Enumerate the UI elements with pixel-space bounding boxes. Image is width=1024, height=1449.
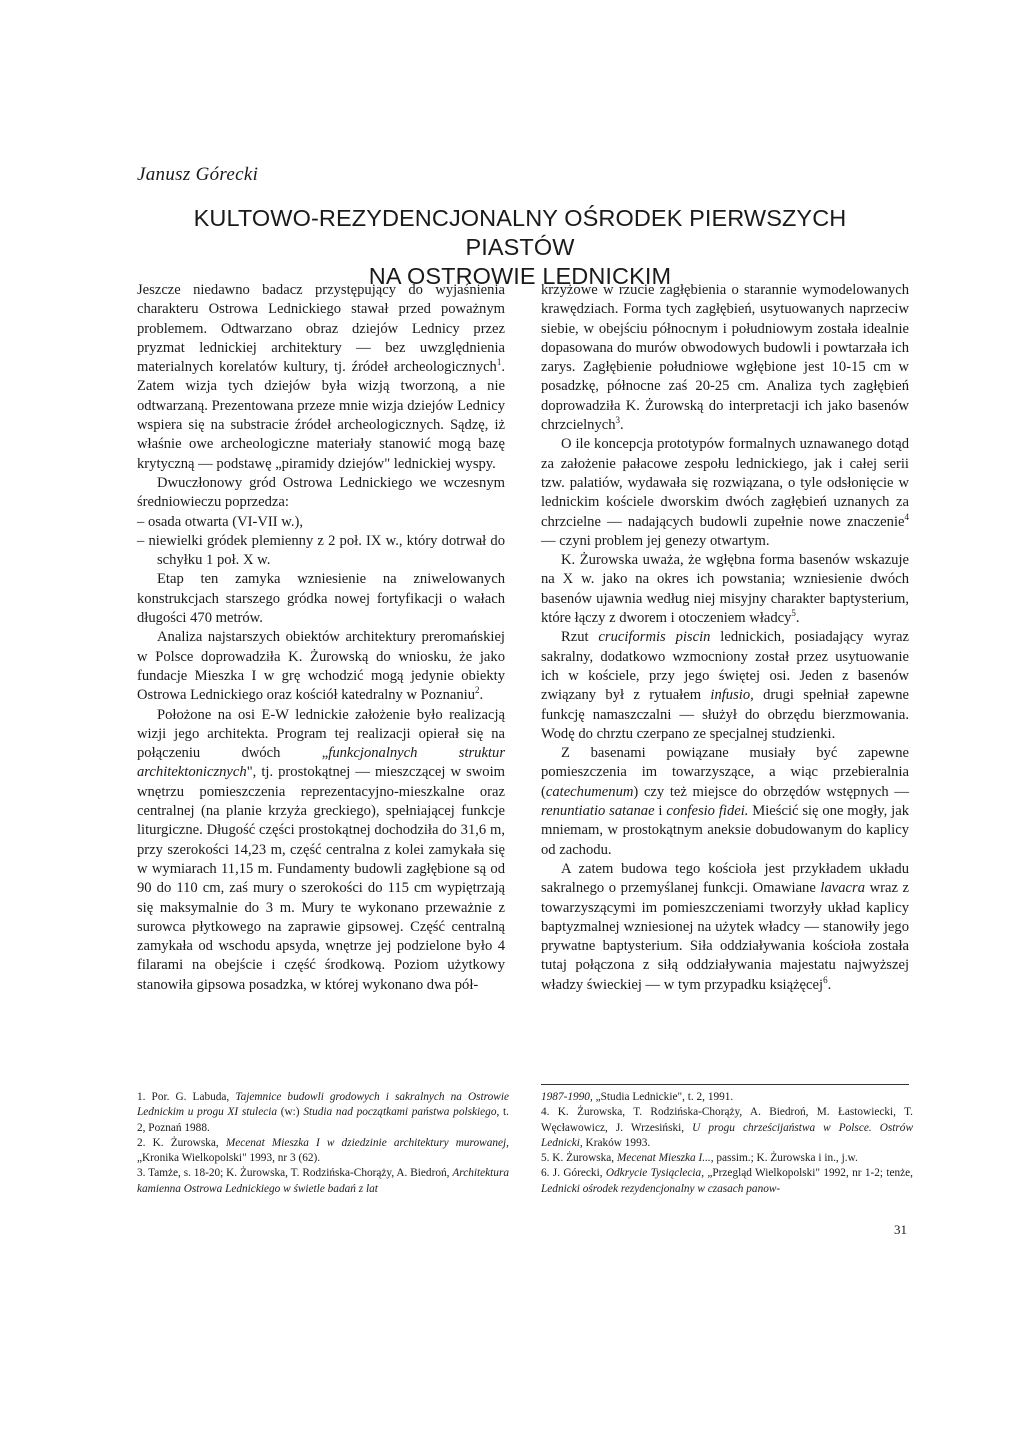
text-run: 4. K. Żurowska, T. Rodzińska-Chorąży, A. Biedroń, M. Łastowiecki, T. Węcławowicz, J. Wrzesiński, (541, 1106, 913, 1134)
emphasis: Mecenat Mieszka I..., (616, 1152, 714, 1165)
text-run: krzyżowe w rzucie zagłębienia o starannie wymodelowanych krawędziach. Forma tych zagłębień, usytuowanych naprzeciw siebie, w obejściu północnym i południowym została idealnie dopasowana do murów obwodowych budowli i powtarzała ich zarys. Zagłębienie południowe wgłębione jest 10-15 cm w posadzkę, północne zaś 20-25 cm. Analiza tych zagłębień doprowadziła K. Żurowską do interpretacji ich jako basenów chrzcielnych (541, 282, 909, 434)
paragraph (541, 551, 909, 628)
left-text-column (137, 281, 505, 995)
footnote-4 (541, 1105, 913, 1151)
text-run: A zatem budowa tego kościoła jest przykładem układu sakralnego o przemyślanej funkcji. Omawiane (541, 860, 909, 897)
footnote-6 (541, 1166, 913, 1197)
text-run: . (795, 610, 800, 627)
emphasis: Lednicki ośrodek rezydencjonalny w czasach panow- (541, 1182, 781, 1195)
footnote-ref-5: 5 (791, 608, 796, 619)
footnote-ref-1: 1 (496, 357, 502, 368)
right-text-column (541, 281, 909, 995)
text-run: passim.; K. Żurowska i in., j.w. (713, 1152, 858, 1165)
text-run: ) czy też miejsce do obrzędów wstępnych — (633, 783, 909, 800)
title-line-2: NA OSTROWIE LEDNICKIM (368, 263, 672, 289)
text-run: „Kronika Wielkopolski" 1993, nr 3 (62). (137, 1152, 321, 1165)
footnote-3 (137, 1166, 509, 1197)
author-name: Janusz Górecki (137, 164, 259, 185)
paragraph (541, 281, 909, 435)
paragraph: Dwuczłonowy gród Ostrowa Lednickiego we wczesnym średniowieczu poprzedza: (137, 474, 505, 511)
emphasis: confesio fidei. (666, 803, 749, 820)
text-run: i (654, 803, 667, 820)
paragraph (541, 435, 909, 551)
text-run: ", tj. prostokątnej — mieszczącej w swoim wnętrzu pomieszczenia reprezentacyjno-mieszkalne oraz centralnej (na planie krzyża greckiego), spełniającej funkcje liturgiczne. Długość części prostokątnej dochodziła do 31,6 m, przy szerokości 14,23 m, część centralna z kolei zamykała się w wymiarach 11,15 m. Fundamenty budowli zagłębione są od 90 do 110 cm, zaś mury o szerokości do 115 cm wypiętrzają się maksymalnie do 3 m. Mury te wykonano przeważnie z surowca płytkowego na zaprawie gipsowej. Część centralną zamykała od wschodu apsyda, wnętrze jej podzielone było 4 filarami na obejście i część środkową. Poziom użytkowy stanowiła gipsowa posadzka, w której wykonano dwa pół- (137, 764, 505, 993)
footnote-2 (137, 1136, 509, 1167)
footnote-ref-3: 3 (615, 415, 621, 426)
text-run: (w:) (277, 1106, 304, 1119)
text-run: O ile koncepcja prototypów formalnych uznawanego dotąd za założenie pałacowe zespołu lednickiego, jak i całej serii tzw. palatiów, wydawała się rozwiązana, o tyle odsłonięcie w lednickim kościele dworskim dwóch zagłębień uznanych za chrzcielne — nadających budowli zupełnie nowe znaczenie (541, 436, 909, 530)
text-run: K. Żurowska uważa, że wgłębna forma basenów wskazuje na X w. jako na okres ich powstania; wzniesienie dwóch basenów ujawnia według niej misyjny charakter baptysterium, które łączy z dworem i otoczeniem władcy (541, 552, 909, 627)
text-run: Mieścić się one mogły, jak mniemam, w prostokątnym aneksie dobudowanym do kaplicy od zachodu. (541, 803, 909, 858)
footnotes-right (541, 1090, 913, 1197)
emphasis: Mecenat Mieszka I w dziedzinie architektury murowanej, (225, 1136, 509, 1149)
text-run: lednickich, posiadający wyraz sakralny, dodatkowo wzmocniony został przez usytuowanie ich w kościele, przy jego świętej osi. Jeden z basenów związany był z rytuałem (541, 629, 909, 704)
page-number: 31 (894, 1222, 907, 1237)
text-run: 3. Tamże, s. 18-20; K. Żurowska, T. Rodzińska-Chorąży, A. Biedroń, (137, 1167, 453, 1180)
text-run: . (479, 687, 484, 704)
text-run: 1. Por. G. Labuda, (137, 1091, 236, 1103)
emphasis: 1987-1990, (541, 1091, 593, 1103)
text-run: , t. 2, Poznań 1988. (137, 1106, 510, 1134)
footnote-divider (541, 1084, 909, 1085)
paragraph (541, 744, 909, 860)
text-run: — czyni problem jej genezy otwartym. (541, 532, 770, 549)
list-item: – niewielki gródek plemienny z 2 poł. IX w., który dotrwał do schyłku 1 poł. X w. (137, 532, 505, 569)
paragraph (137, 281, 505, 474)
text-run: Rzut (561, 629, 599, 646)
text-run: Położone na osi E-W lednickie założenie było realizacją wizji jego architekta. Program tej realizacji opierał się na połączeniu dwóch „ (137, 706, 505, 762)
emphasis: infusio, (710, 687, 754, 704)
emphasis: Odkrycie Tysiąclecia, (605, 1167, 705, 1180)
emphasis: lavacra (820, 880, 865, 897)
emphasis: catechumenum (545, 783, 634, 800)
text-run: drugi spełniał zapewne funkcję namaszczalni — służył do obrzędu bierzmowania. Wodę do chrztu czerpano ze specjalnej studzienki. (541, 687, 910, 742)
text-run: . (620, 417, 624, 434)
footnotes-left (137, 1090, 509, 1197)
footnote-ref-6: 6 (823, 974, 828, 985)
list-item: – osada otwarta (VI-VII w.), (137, 513, 304, 530)
footnote-ref-2: 2 (475, 685, 480, 696)
footnote-ref-4: 4 (904, 511, 909, 522)
footnote-5 (541, 1151, 913, 1166)
emphasis: Studia nad początkami państwa polskiego (303, 1106, 497, 1119)
text-run: . (827, 976, 832, 993)
emphasis: Architektura kamienna Ostrowa Lednickiego w świetle badań z lat (137, 1167, 509, 1195)
emphasis: cruciformis piscin (598, 629, 711, 646)
text-run: Jeszcze niedawno badacz przystępujący do wyjaśnienia charakteru Ostrowa Lednickiego stawał przed poważnym problemem. Odtwarzano obraz dziejów Lednicy przez pryzmat lednickiej architektury — bez uwzględnienia materialnych korelatów kultury, tj. źródeł archeologicznych (137, 282, 505, 376)
paragraph (137, 706, 505, 995)
paragraph (541, 628, 909, 744)
paragraph (137, 628, 505, 705)
emphasis: renuntiatio satanae (541, 803, 655, 820)
text-run: wraz z towarzyszącymi im pomieszczeniami tworzyły układ kaplicy baptyzmalnej wzniesionej na użytek władcy — stanowiły jego prywatne baptysterium. Siła oddziaływania kościoła została tutaj połączona z siłą oddziaływania majestatu najwyższej władzy świeckiej — w tym przypadku książęcej (541, 880, 909, 993)
text-run: Kraków 1993. (582, 1136, 651, 1149)
text-run: Analiza najstarszych obiektów architektury preromańskiej w Polsce doprowadziła K. Żurowską do wniosku, że jako fundacje Mieszka I w grę wchodzić mogą jedynie obiekty Ostrowa Lednickiego oraz kościół katedralny w Poznaniu (137, 629, 505, 704)
paragraph: Etap ten zamyka wzniesienie na zniwelowanych konstrukcjach starszego gródka nowej fortyfikacji o wałach długości 470 metrów. (137, 571, 505, 627)
text-run: 6. J. Górecki, (541, 1167, 606, 1180)
emphasis: funkcjonalnych struktur architektonicznych (137, 745, 505, 781)
footnote-3-cont (541, 1090, 913, 1105)
paragraph (541, 860, 909, 995)
text-run: . Zatem wizja tych dziejów była wizją tworzoną, a nie odtwarzaną. Prezentowana przeze mnie wizja dziejów Lednicy wspiera się na substracie źródeł archeologicznych. Sądzę, iż właśnie owe archeologiczne materiały stanowić mogą bazę krytyczną — podstawę „piramidy dziejów" lednickiej wyspy. (137, 359, 505, 472)
title-line-1: KULTOWO-REZYDENCJONALNY OŚRODEK PIERWSZYCH PIASTÓW (193, 205, 847, 260)
text-run: „Studia Lednickie", t. 2, 1991. (592, 1091, 734, 1103)
article-title (140, 204, 900, 291)
text-run: 2. K. Żurowska, (137, 1136, 226, 1149)
emphasis: U progu chrześcijaństwa w Polsce. Ostrów Lednicki, (541, 1121, 913, 1149)
footnote-1 (137, 1090, 509, 1136)
text-run: „Przegląd Wielkopolski" 1992, nr 1-2; tenże, (704, 1167, 913, 1180)
emphasis: Tajemnice budowli grodowych i sakralnych na Ostrowie Lednickim u progu XI stulecia (137, 1091, 509, 1119)
text-run: Z basenami powiązane musiały być zapewne pomieszczenia im towarzyszące, a wiąc przebieralnia ( (541, 745, 909, 800)
text-run: 5. K. Żurowska, (541, 1152, 617, 1165)
